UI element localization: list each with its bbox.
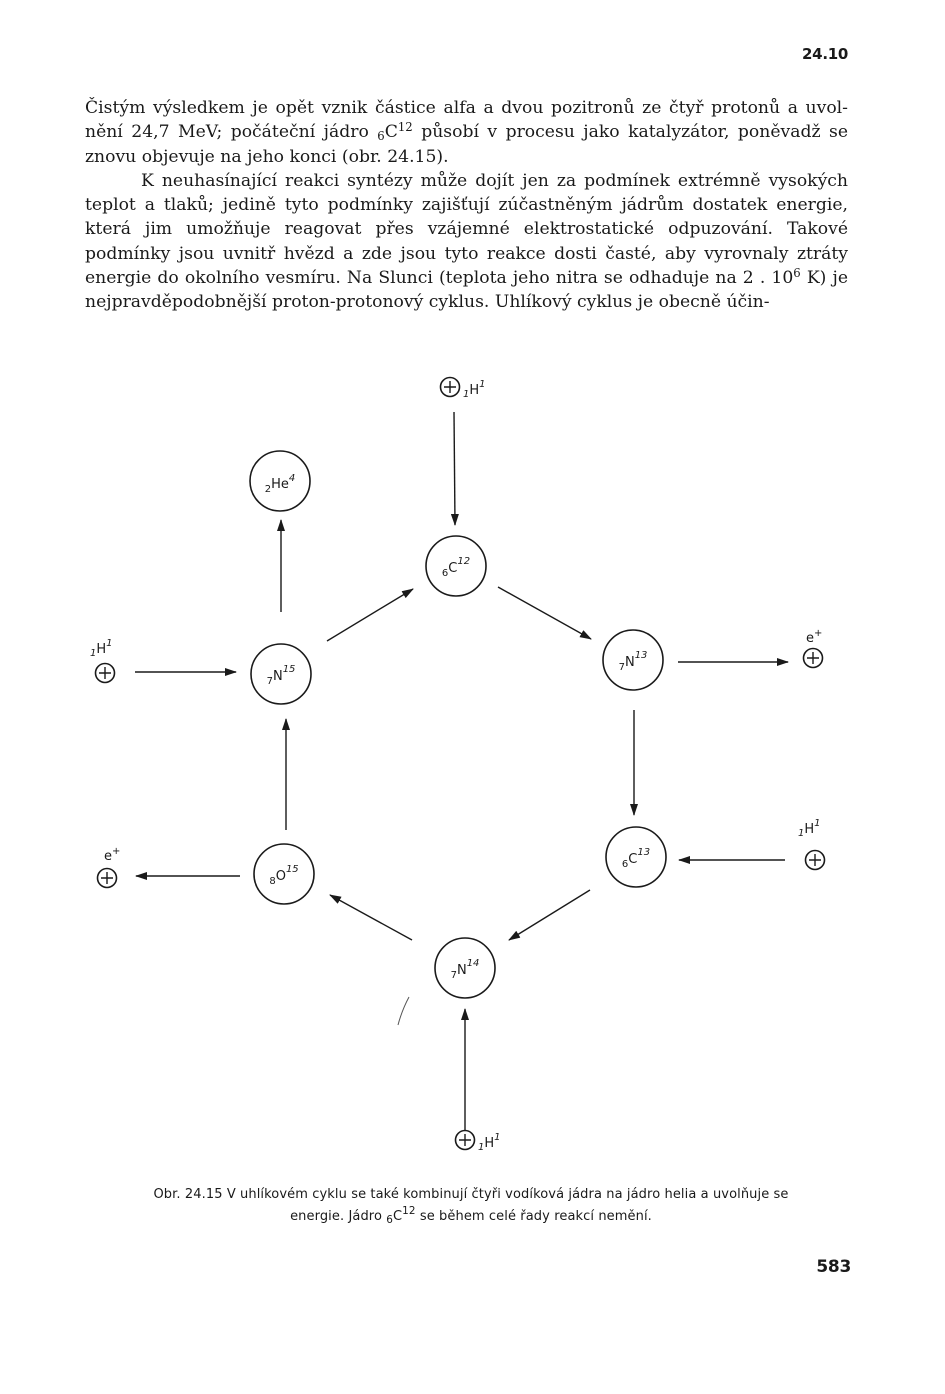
paragraph-2: K neuhasínající reakci syntézy může dojít jen za podmínek extrémně vysokých teplot a tlaků; jedině tyto podmínky zajišťují zúčastněným jádrům dostatek energie, která jim umožňuje reagovat přes vzájemné elektrostatické odpuzování. Takové podmínky jsou uvnitř hvězd a zde jsou tyto reakce dosti časté, aby vyrovnaly ztráty energie do okolního vesmíru. Na Slunci (teplota jeho nitra se odhaduje na 2 . $10^6$ K) je nejpravděpodobnější proton-protonový cyklus. Uhlíkový cyklus je obecně účin- — [85, 170, 848, 313]
label-c13: $_6^{C13}$ — [621, 847, 651, 870]
label-n13: $_7^{N13}$ — [618, 650, 648, 673]
section-number: 24.10 — [802, 45, 848, 63]
carbon-cycle-figure — [0, 360, 945, 1170]
body-text — [85, 96, 848, 315]
carbon-cycle-diagram — [0, 360, 945, 1170]
label-proton-bottom: $1H^1$ — [478, 1132, 501, 1153]
label-proton-top: $1H^1$ — [463, 379, 486, 400]
label-he4: $_2^{He4}$ — [264, 473, 296, 495]
arrow-n15-to-c12 — [327, 589, 413, 641]
arrow-c13-to-n14 — [509, 890, 590, 940]
arrow-proton-to-c12 — [454, 412, 455, 525]
caption-line-2: energie. Jádro $_6C^{12}$ se během celé řady reakcí nemění. — [290, 1205, 652, 1226]
plus-signs — [99, 381, 821, 1146]
arrow-c12-to-n13 — [498, 587, 591, 639]
label-positron-right: e+ — [806, 628, 823, 646]
label-proton-left: $1H^1$ — [90, 638, 113, 659]
label-n14: $_7^{N14}$ — [450, 958, 480, 981]
stray-mark — [398, 997, 409, 1025]
arrow-n14-to-o15 — [330, 895, 412, 940]
figure-caption — [86, 1184, 856, 1228]
label-n15: $_7^{N15}$ — [266, 664, 296, 687]
label-proton-right: $1H^1$ — [798, 818, 821, 839]
paragraph-1: Čistým výsledkem je opět vznik částice alfa a dvou pozitronů ze čtyř protonů a uvol- nění 24,7 MeV; počáteční jádro $_6C^{12}$ působí v procesu jako katalyzátor, poněvadž se znovu objevuje na jeho konci (obr. 24.15). — [85, 98, 848, 167]
label-positron-left: e+ — [104, 846, 121, 864]
label-o15: $_8^{O15}$ — [269, 864, 299, 887]
page-number: 583 — [816, 1257, 851, 1277]
caption-line-1: Obr. 24.15 V uhlíkovém cyklu se také kombinují čtyři vodíková jádra na jádro helia a uvolňuje se — [153, 1187, 789, 1202]
label-c12: $_6^{C12}$ — [441, 556, 471, 579]
